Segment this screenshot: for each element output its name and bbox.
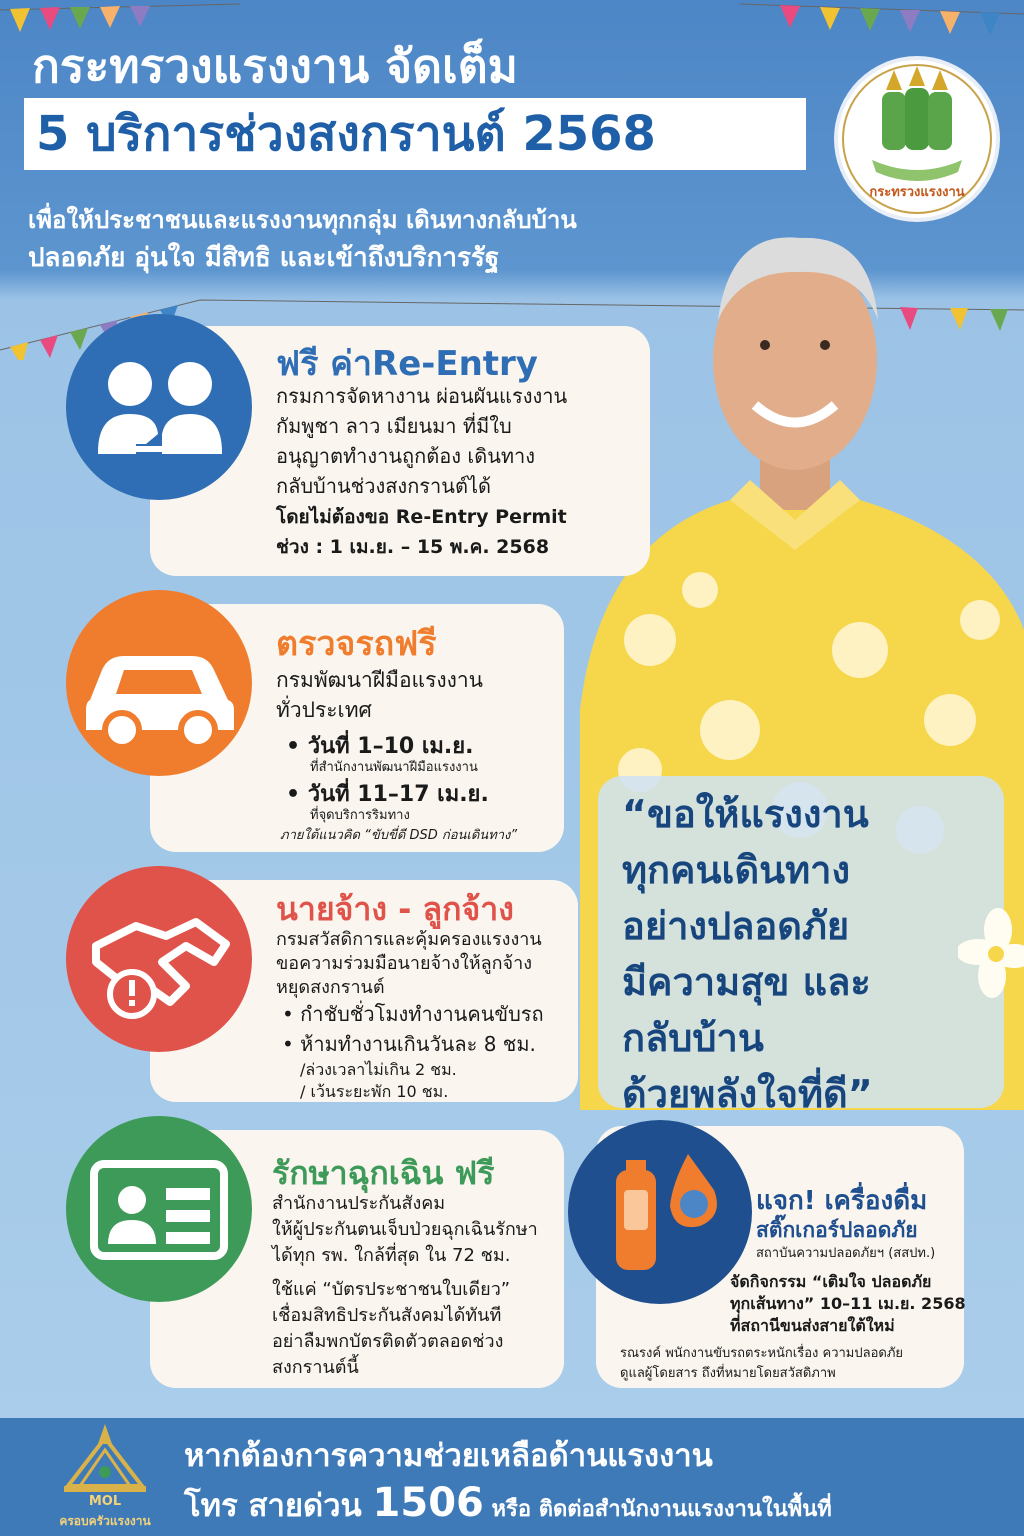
card-emergency-icon-circle [66, 1116, 252, 1302]
card-employer-bullet-2: • ห้ามทำงานเกินวันละ 8 ชม. [282, 1032, 536, 1056]
car-icon [66, 590, 252, 776]
card-car-bullet-2-text: วันที่ 11–17 เม.ย. [307, 782, 489, 807]
flower-decoration [958, 900, 1024, 1010]
card-drinks-line-5: ดูแลผู้โดยสาร ถึงที่หมายโดยสวัสดิภาพ [620, 1366, 836, 1381]
card-drinks-icon-circle [568, 1120, 752, 1304]
card-emergency-line-3: ได้ทุก รพ. ใกล้ที่สุด ใน 72 ชม. [272, 1245, 511, 1266]
card-employer-line-3: หยุดสงกรานต์ [276, 977, 385, 998]
hotline-number[interactable]: 1506 [372, 1480, 484, 1526]
ministry-logo [838, 60, 996, 218]
mol-family-logo [50, 1420, 160, 1532]
card-car-line-2: ทั่วประเทศ [276, 698, 372, 722]
card-employer-icon-circle [66, 866, 252, 1052]
card-reentry-period: ช่วง : 1 เม.ย. – 15 พ.ค. 2568 [276, 536, 550, 558]
card-car-title: ตรวจรถฟรี [276, 624, 437, 664]
card-car-bullet-1-text: วันที่ 1–10 เม.ย. [307, 734, 474, 759]
card-drinks-line-2: ทุกเส้นทาง” 10–11 เม.ย. 2568 [730, 1294, 966, 1313]
card-employer-bullet-1: • กำชับชั่วโมงทำงานคนขับรถ [282, 1002, 544, 1026]
quote-line-1: “ขอให้แรงงาน [622, 792, 869, 836]
bottle-sticker-icon [568, 1120, 752, 1304]
card-reentry-permit: โดยไม่ต้องขอ Re-Entry Permit [276, 506, 567, 528]
card-employer-line-2: ขอความร่วมมือนายจ้างให้ลูกจ้าง [276, 953, 532, 974]
id-card-icon [66, 1116, 252, 1302]
quote-line-6: ด้วยพลังใจที่ดี” [622, 1072, 873, 1116]
card-car-note: ภายใต้แนวคิด “ขับขี่ดี DSD ก่อนเดินทาง” [280, 828, 518, 843]
card-car-bullet-1-note: ที่สำนักงานพัฒนาฝีมือแรงงาน [310, 760, 478, 775]
card-emergency-line-1: สำนักงานประกันสังคม [272, 1193, 446, 1214]
page-title: กระทรวงแรงงาน จัดเต็ม [32, 39, 518, 93]
subtitle-line-1: เพื่อให้ประชาชนและแรงงานทุกกลุ่ม เดินทางกลับบ้าน [28, 206, 577, 234]
card-emergency-title: รักษาฉุกเฉิน ฟรี [272, 1154, 495, 1192]
card-drinks-title: แจก! เครื่องดื่ม [756, 1186, 928, 1216]
card-car-line-1: กรมพัฒนาฝีมือแรงงาน [276, 668, 484, 692]
card-employer-bullet-2-text: ห้ามทำงานเกินวันละ 8 ชม. [300, 1032, 536, 1056]
card-reentry-icon-circle [66, 314, 252, 500]
card-employer-note-2: / เว้นระยะพัก 10 ชม. [300, 1082, 449, 1101]
bunting-top-right [740, 0, 1024, 60]
card-emergency-line-7: สงกรานต์นี้ [272, 1357, 359, 1378]
handshake-icon [66, 866, 252, 1052]
card-car-bullet-2: • วันที่ 11–17 เม.ย. [286, 782, 489, 807]
quote-line-4: มีความสุข และ [622, 960, 871, 1004]
card-emergency-line-2: ให้ผู้ประกันตนเจ็บป่วยฉุกเฉินรักษา [272, 1219, 538, 1240]
card-employer-title: นายจ้าง - ลูกจ้าง [276, 890, 514, 928]
card-employer-bullet-1-text: กำชับชั่วโมงทำงานคนขับรถ [300, 1002, 544, 1026]
people-meeting-icon [66, 314, 252, 500]
logo-label: กระทรวงแรงงาน [869, 185, 965, 200]
card-employer-line-1: กรมสวัสดิการและคุ้มครองแรงงาน [276, 929, 542, 950]
quote-line-2: ทุกคนเดินทาง [622, 848, 851, 892]
card-reentry-title: ฟรี ค่าRe-Entry [276, 344, 538, 384]
card-reentry-line-3: อนุญาตทำงานถูกต้อง เดินทาง [276, 444, 536, 468]
card-reentry-line-1: กรมการจัดหางาน ผ่อนผันแรงงาน [276, 384, 568, 408]
subtitle-line-2: ปลอดภัย อุ่นใจ มีสิทธิ และเข้าถึงบริการรัฐ [28, 243, 500, 273]
card-drinks-subtitle: สติ๊กเกอร์ปลอดภัย [756, 1218, 918, 1242]
footer-help-text: หากต้องการความช่วยเหลือด้านแรงงาน [184, 1438, 713, 1474]
footer-hotline-prefix: โทร สายด่วน [184, 1488, 373, 1524]
card-emergency-line-4: ใช้แค่ “บัตรประชาชนใบเดียว” [272, 1279, 511, 1300]
quote-line-5: กลับบ้าน [622, 1016, 764, 1060]
quote-line-3: อย่างปลอดภัย [622, 904, 850, 948]
card-drinks-line-4: รณรงค์ พนักงานขับรถตระหนักเรื่อง ความปลอดภัย [620, 1346, 904, 1361]
card-emergency-line-5: เชื่อมสิทธิประกันสังคมได้ทันที [272, 1305, 502, 1326]
card-car-icon-circle [66, 590, 252, 776]
card-drinks-line-1: จัดกิจกรรม “เติมใจ ปลอดภัย [730, 1272, 932, 1291]
card-car-bullet-2-note: ที่จุดบริการริมทาง [310, 808, 410, 823]
card-drinks-line-3: ที่สถานีขนส่งสายใต้ใหม่ [730, 1316, 895, 1335]
card-reentry-line-4: กลับบ้านช่วงสงกรานต์ได้ [276, 474, 491, 498]
footer-hotline-text [184, 1480, 832, 1530]
page-title-highlight: 5 บริการช่วงสงกรานต์ 2568 [24, 98, 806, 170]
card-emergency-line-6: อย่าลืมพกบัตรติดตัวตลอดช่วง [272, 1331, 504, 1352]
minister-quote [622, 786, 873, 1122]
card-car-bullet-1: • วันที่ 1–10 เม.ย. [286, 734, 474, 759]
mol-logo-top: MOL [88, 1494, 122, 1509]
card-employer-note-1: /ล่วงเวลาไม่เกิน 2 ชม. [300, 1060, 457, 1079]
mol-logo-bottom: ครอบครัวแรงงาน [59, 1514, 151, 1528]
card-reentry-line-2: กัมพูชา ลาว เมียนมา ที่มีใบ [276, 414, 512, 438]
card-drinks-org: สถาบันความปลอดภัยฯ (สสปท.) [756, 1246, 936, 1261]
footer-hotline-suffix: หรือ ติดต่อสำนักงานแรงงานในพื้นที่ [483, 1497, 832, 1522]
